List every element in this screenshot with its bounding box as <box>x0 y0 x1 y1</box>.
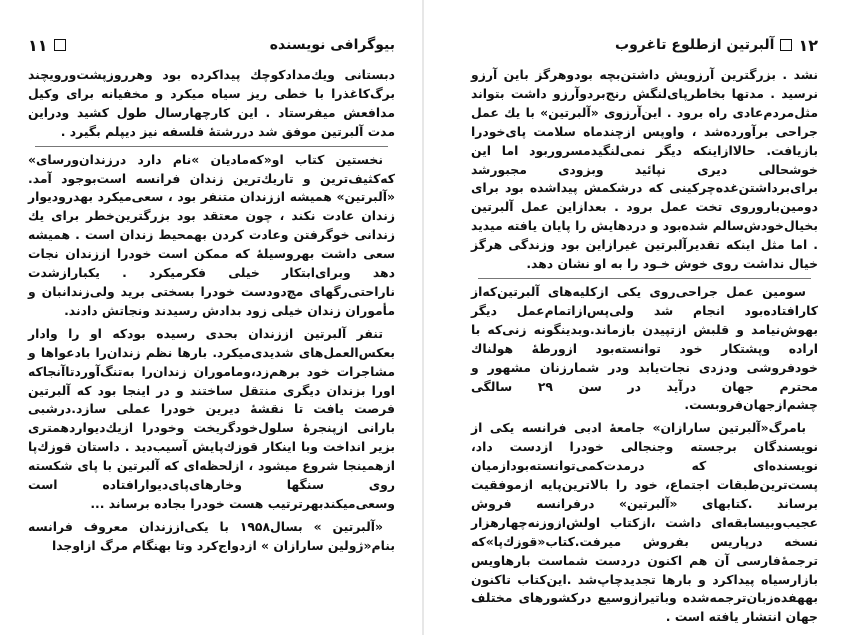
left-page-number: ١١ <box>28 35 48 55</box>
left-paragraph-2: نخستین كتاب او«كه‌مادیان »نام دارد درزندان‌ورسای» كه‌كثیف‌ترین و تاریك‌ترین زندان فرانسه است‌بوجود آمد. «آلبرتین» همیشه اززندان متنفر بود ، سعی‌میكرد بهدرودیوار زندان عادت نكند ، چون معتقد بود بزرگترین‌خطر برای یك زندانی خوگرفتن وعادت كردن بهمحیط زندان است . همیشه سعی داشت بهروسیلهٔ كه ممكن است خودرا اززندان نجات دهد وبرای‌ابتكار خیلی فكرمیكرد . یكبارازشدت ناراحتی‌رگهای مچ‌دودست خودرا بسختی برید ولی‌زندانبان و مأموران زندان خیلی زود بدادش رسیدند ونجاتش دادند. <box>28 151 395 318</box>
right-paragraph-2: سومین عمل جراحی‌روی یكی ازكلیه‌های آلبرتین‌كه‌از كارافتاده‌بود انجام شد ولی‌پس‌ازاتمام‌عمل دیگر بهوش‌نیامد و قلبش ازتپیدن بازماند.وبدینگونه زنی‌كه با اراده وپشتكار خود توانسته‌بود ازورطهٔ هولناك خودفروشی ودزدی نجات‌یابد ودر شمارزنان مشهور و محترم جهان درآید در سن ۲۹ سالگی چشم‌ازجهان‌فروبست. <box>471 283 818 413</box>
left-page-header-title: بیوگرافی نویسنده <box>269 37 395 53</box>
left-paragraph-3: تنفر آلبرتین اززندان بحدی رسیده بودكه او را وادار بعكس‌العمل‌های شدیدی‌میكرد. بارها نظم زندان‌را بادعواها و مشاجرات خود برهم‌زد،وما‌موران زندان‌را به‌تنگ‌آورد‌تا‌آنجاكه اورا بزندان دیگری منتقل ساختند و در اینجا بود كه آلبرتین فرصت یافت تا نقشهٔ دیرین خودرا عملی سازد.درشبی بارانی ازپنجرهٔ سلول‌خودگریخت وخودرا ازیك‌دیواردهمتری بزیر انداخت وبا اینكار قوزك‌پایش آسیب‌دید . داستان قوزك‌پا ازهمینجا شروع میشود ، ازلحظه‌ای كه آلبرتین با پای شكسته روی سنگها وخارهای‌پای‌دیوارافتاده است وسعی‌میكندبهرترتیب هست خودرا بجاده برساند ... <box>28 325 395 511</box>
left-paragraph-divider <box>35 146 387 147</box>
right-page <box>423 0 846 635</box>
right-paragraph-divider <box>478 278 811 279</box>
left-page-number-group <box>28 36 72 55</box>
square-ornament-icon <box>54 39 66 51</box>
right-page-number: ١٢ <box>798 35 818 55</box>
right-page-header-title: آلبرتین ازطلوع تاغروب <box>615 37 775 53</box>
right-page-number-group <box>615 36 818 55</box>
left-paragraph-1: دبستانی ویك‌مداد‌كوچك پیداكرده بود وهرروزپشت‌ورویچند برگ‌كاغذرا با خطی ریز سیاه میكرد و مخفیانه برای وكیل مدافعش میفرستاد . این كارچهارسال طول كشید ودراین مدت آلبرتین موفق شد دررشتهٔ فلسفه نیز دیپلم بگیرد . <box>28 67 395 139</box>
right-page-header <box>471 34 818 56</box>
square-ornament-icon <box>780 39 792 51</box>
right-paragraph-1: نشد . بزرگترین آرزویش داشتن‌بچه بودوهرگز باین آرزو نرسید . مدتها بخاطرپای‌لنگش رنج‌بردوآرزو داشت بتواند مثل‌مردم‌عادی راه برود . این‌آرزوی «آلبرتین» با یك عمل جراحی برآورده‌شد ، واوپس ازچندماه سلامت پای‌خودرا باز‌یافت. حالاازاینكه دیگر نمی‌لنگیدمسروربود اما این خوشحالی دیری نپائید وبزودی مجبورشد برای‌برداشتن‌غده‌چركینی كه درشكمش پیداشده بود برای دومین‌باروروی تخت عمل برود . بعدازاین عمل آلبرتین بخیال‌خودش‌سالم شده‌بود و دردهایش را پایان یافته میدید . اما مثل اینكه تقدیرآلبرتین غیرازاین بود وزندگی هرگز خیال نداشت روی خوش خـود را به او نشان دهد. <box>471 67 818 272</box>
left-paragraph-4: «آلبرتین » بسال۱۹۵۸ با یكی‌اززندان معروف فرانسه بنام«ژولین سارازان » ازدواج‌كرد وتا بهنگام مرگ ازاوجدا <box>28 518 395 553</box>
right-paragraph-3: بامرگ«آلبرتین سارازان» جامعهٔ ادبی فرانسه یكی از نویسندگان برجسته وجنجالی خودرا ازدست داد، نویسنده‌ای كه درمدت‌كمی‌توانسته‌بوداز‌میان پست‌ترین‌طبقات اجتماع، خود را بالاترین‌پایه ازموفقیت برساند .كتابهای «آلبرتین» درفرانسه فروش عجیب‌وبیسابقه‌ای داشت ،ازكتاب اولش‌ازوزنه‌چهارهزار نسخه درپاریس بفروش میرفت.كتاب«قوزك‌پا»كه ترجمهٔ‌فارسی آن هم اكنون دردست شماست بارهاویس بازارسیاه پیداكرد و بارها تجدیدچاپ‌شد .این‌كتاب تاكنون بههفده‌زبان‌ترجمه‌شده وباتیرازوسیع دركشورهای مختلف جهان انتشار یافته است . <box>471 420 818 625</box>
left-page-header <box>28 34 395 56</box>
